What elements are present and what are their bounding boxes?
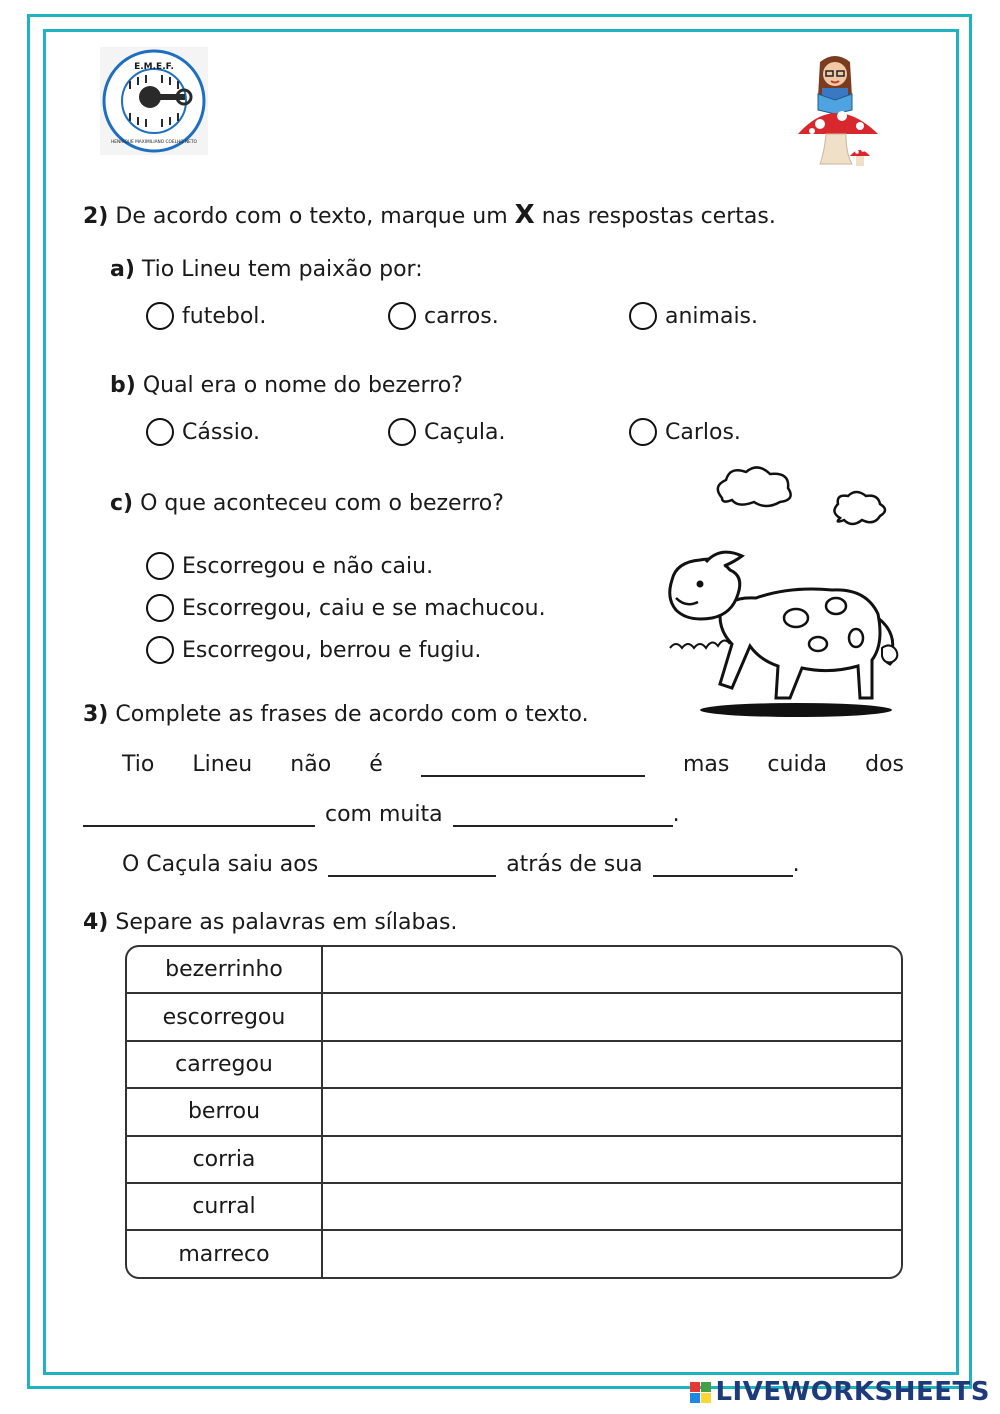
table-row — [127, 1184, 901, 1231]
option-label: carros. — [424, 303, 499, 329]
logo-name: HENRIQUE MAXIMILIANO COELHO NETO — [111, 140, 197, 145]
q3-sentence-3 — [122, 852, 800, 877]
syllable-answer-cell[interactable] — [323, 1089, 901, 1136]
q3-sentence-1 — [122, 752, 904, 777]
q2c-option-3 — [146, 636, 481, 664]
brand-text: LIVEWORKSHEETS — [715, 1377, 990, 1407]
reading-girl-illustration — [790, 52, 890, 177]
option-radio[interactable] — [146, 302, 174, 330]
syllable-answer-cell[interactable] — [323, 1137, 901, 1184]
option-radio[interactable] — [146, 594, 174, 622]
q2b-option-3 — [629, 418, 741, 446]
liveworksheets-icon — [690, 1382, 711, 1403]
q2b-text: Qual era o nome do bezerro? — [142, 373, 463, 398]
answer-blank[interactable] — [653, 853, 793, 877]
q3-title-text: Complete as frases de acordo com o texto. — [115, 702, 589, 727]
q2a-question — [110, 257, 423, 282]
option-label: Escorregou e não caiu. — [182, 553, 434, 579]
answer-blank[interactable] — [421, 753, 645, 777]
table-row — [127, 1042, 901, 1089]
q2-title — [83, 200, 776, 230]
word-cell: curral — [127, 1184, 323, 1231]
word-cell: escorregou — [127, 994, 323, 1041]
s1-word: Lineu — [192, 752, 253, 777]
q2c-text: O que aconteceu com o bezerro? — [140, 491, 504, 516]
syllable-answer-cell[interactable] — [323, 994, 901, 1041]
answer-blank[interactable] — [83, 803, 315, 827]
option-radio[interactable] — [629, 302, 657, 330]
option-label: Escorregou, berrou e fugiu. — [182, 637, 482, 663]
option-label: Caçula. — [424, 419, 506, 445]
s2-text: com muita — [325, 802, 443, 827]
q2a-text: Tio Lineu tem paixão por: — [141, 257, 423, 282]
option-label: futebol. — [182, 303, 267, 329]
q2-number: 2) — [83, 204, 109, 229]
answer-blank[interactable] — [328, 853, 496, 877]
word-cell: bezerrinho — [127, 947, 323, 994]
option-radio[interactable] — [146, 418, 174, 446]
word-cell: carregou — [127, 1042, 323, 1089]
option-label: Escorregou, caiu e se machucou. — [182, 595, 546, 621]
s1-word: dos — [865, 752, 904, 777]
option-radio[interactable] — [629, 418, 657, 446]
option-label: animais. — [665, 303, 759, 329]
syllable-answer-cell[interactable] — [323, 947, 901, 994]
q2a-label: a) — [110, 257, 135, 282]
s2-end: . — [672, 802, 680, 827]
q3-number: 3) — [83, 702, 109, 727]
clouds-illustration — [710, 460, 900, 535]
q2-title-mark: X — [514, 200, 535, 230]
word-cell: berrou — [127, 1089, 323, 1136]
q2-title-before: De acordo com o texto, marque um — [115, 204, 508, 229]
q2c-option-2 — [146, 594, 546, 622]
word-cell: marreco — [127, 1231, 323, 1276]
school-logo — [100, 47, 208, 155]
q2b-label: b) — [110, 373, 136, 398]
q2c-option-1 — [146, 552, 433, 580]
table-row — [127, 1089, 901, 1136]
q2b-question — [110, 373, 463, 398]
s3-text: atrás de sua — [506, 852, 643, 877]
q2a-option-2 — [388, 302, 499, 330]
option-radio[interactable] — [146, 636, 174, 664]
q2c-question — [110, 491, 504, 516]
s3-text: O Caçula saiu aos — [122, 852, 319, 877]
table-row — [127, 1231, 901, 1276]
q2c-label: c) — [110, 491, 134, 516]
option-label: Carlos. — [665, 419, 741, 445]
calf-illustration — [660, 548, 915, 723]
q4-title — [83, 910, 457, 935]
q2-title-after: nas respostas certas. — [541, 204, 776, 229]
option-radio[interactable] — [388, 302, 416, 330]
q3-title — [83, 702, 589, 727]
q2a-option-1 — [146, 302, 266, 330]
s1-word: Tio — [122, 752, 155, 777]
s1-word: é — [369, 752, 383, 777]
syllable-answer-cell[interactable] — [323, 1184, 901, 1231]
s1-word: cuida — [767, 752, 828, 777]
table-row — [127, 1137, 901, 1184]
q4-title-text: Separe as palavras em sílabas. — [115, 910, 458, 935]
table-row — [127, 947, 901, 994]
s1-word: mas — [682, 752, 730, 777]
s3-end: . — [792, 852, 800, 877]
liveworksheets-logo[interactable] — [690, 1377, 990, 1407]
q2b-option-2 — [388, 418, 505, 446]
syllable-answer-cell[interactable] — [323, 1231, 901, 1276]
s1-word: não — [290, 752, 332, 777]
syllable-answer-cell[interactable] — [323, 1042, 901, 1089]
logo-abbr: E.M.E.F. — [134, 62, 174, 72]
q2b-option-1 — [146, 418, 260, 446]
option-radio[interactable] — [146, 552, 174, 580]
q4-number: 4) — [83, 910, 109, 935]
word-cell: corria — [127, 1137, 323, 1184]
q3-sentence-2 — [83, 802, 680, 827]
answer-blank[interactable] — [453, 803, 673, 827]
table-row — [127, 994, 901, 1041]
q2a-option-3 — [629, 302, 758, 330]
syllable-table — [125, 945, 903, 1279]
option-label: Cássio. — [182, 419, 260, 445]
option-radio[interactable] — [388, 418, 416, 446]
